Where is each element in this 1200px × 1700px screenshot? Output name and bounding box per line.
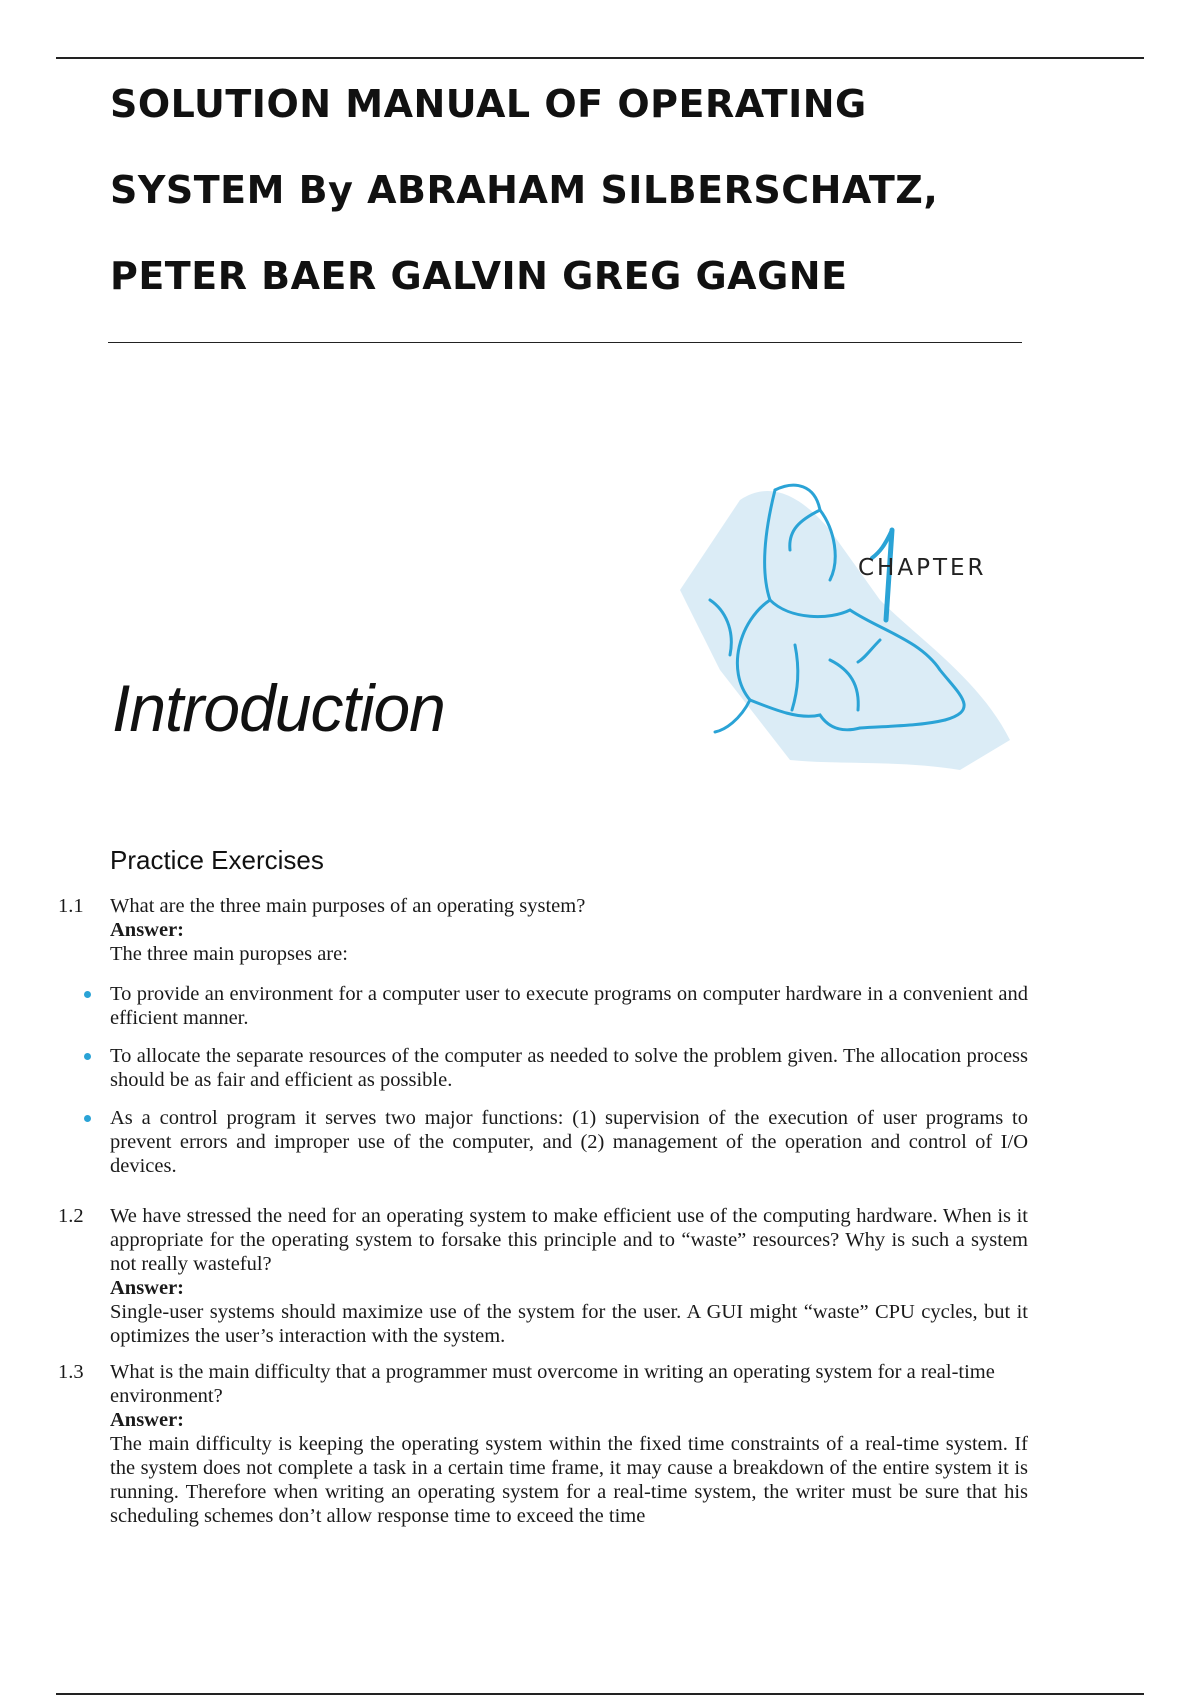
bullet-icon xyxy=(84,1053,91,1060)
exercise-question: What are the three main purposes of an operating system? xyxy=(110,895,586,917)
list-item xyxy=(56,1044,1028,1092)
bullet-icon xyxy=(84,991,91,998)
answer-text: The main difficulty is keeping the operating system within the fixed time constraints of a real-time system. If the system does not complete a task in a certain time frame, it may cause a breakdown of the entire system it is running. Therefore when writing an operating system for a real-time system, the writer must be sure that his scheduling schemes don’t allow response time to exceed the time xyxy=(110,1433,1028,1527)
bullet-icon xyxy=(84,1115,91,1122)
list-item xyxy=(56,982,1028,1030)
title-line-2: SYSTEM By ABRAHAM SILBERSCHATZ, xyxy=(110,168,939,212)
exercise-number: 1.1 xyxy=(58,895,84,917)
list-item xyxy=(56,1106,1028,1178)
section-heading: Practice Exercises xyxy=(110,845,324,875)
bullet-text: To allocate the separate resources of the computer as needed to solve the problem given. The allocation process should be as fair and efficient as possible. xyxy=(110,1045,1028,1091)
exercise-1-1 xyxy=(56,894,1028,966)
exercise-number: 1.3 xyxy=(58,1361,84,1383)
exercise-list xyxy=(56,894,1028,1528)
title-line-3: PETER BAER GALVIN GREG GAGNE xyxy=(110,254,848,298)
chapter-label: CHAPTER xyxy=(858,555,987,581)
exercise-question: We have stressed the need for an operating system to make efficient use of the computing hardware. When is it appropriate for the operating system to forsake this principle and to “waste” resources? Why is such a system not really wasteful? xyxy=(110,1205,1028,1275)
exercise-question: What is the main difficulty that a programmer must overcome in writing an operating system for a real-time environment? xyxy=(110,1361,995,1407)
exercise-1-3 xyxy=(56,1360,1028,1528)
exercise-number: 1.2 xyxy=(58,1205,84,1227)
answer-label: Answer: xyxy=(110,919,185,941)
chapter-title: Introduction xyxy=(112,671,445,745)
title-line-1: SOLUTION MANUAL OF OPERATING xyxy=(110,82,867,126)
answer-intro: The three main puropses are: xyxy=(110,943,348,965)
title-underline xyxy=(108,342,1022,343)
top-rule xyxy=(56,57,1144,59)
bullet-text: To provide an environment for a computer user to execute programs on computer hardware in a convenient and efficient manner. xyxy=(110,983,1028,1029)
chapter-cat-illustration xyxy=(680,470,1030,790)
answer-text: Single-user systems should maximize use of the system for the user. A GUI might “waste” CPU cycles, but it optimizes the user’s interaction with the system. xyxy=(110,1301,1028,1347)
answer-label: Answer: xyxy=(110,1277,185,1299)
answer-bullet-list xyxy=(56,982,1028,1178)
bottom-rule xyxy=(56,1693,1144,1695)
bullet-text: As a control program it serves two major functions: (1) supervision of the execution of user programs to prevent errors and improper use of the computer, and (2) management of the operation and control of I/O devices. xyxy=(110,1107,1028,1177)
exercise-1-2 xyxy=(56,1204,1028,1348)
answer-label: Answer: xyxy=(110,1409,185,1431)
